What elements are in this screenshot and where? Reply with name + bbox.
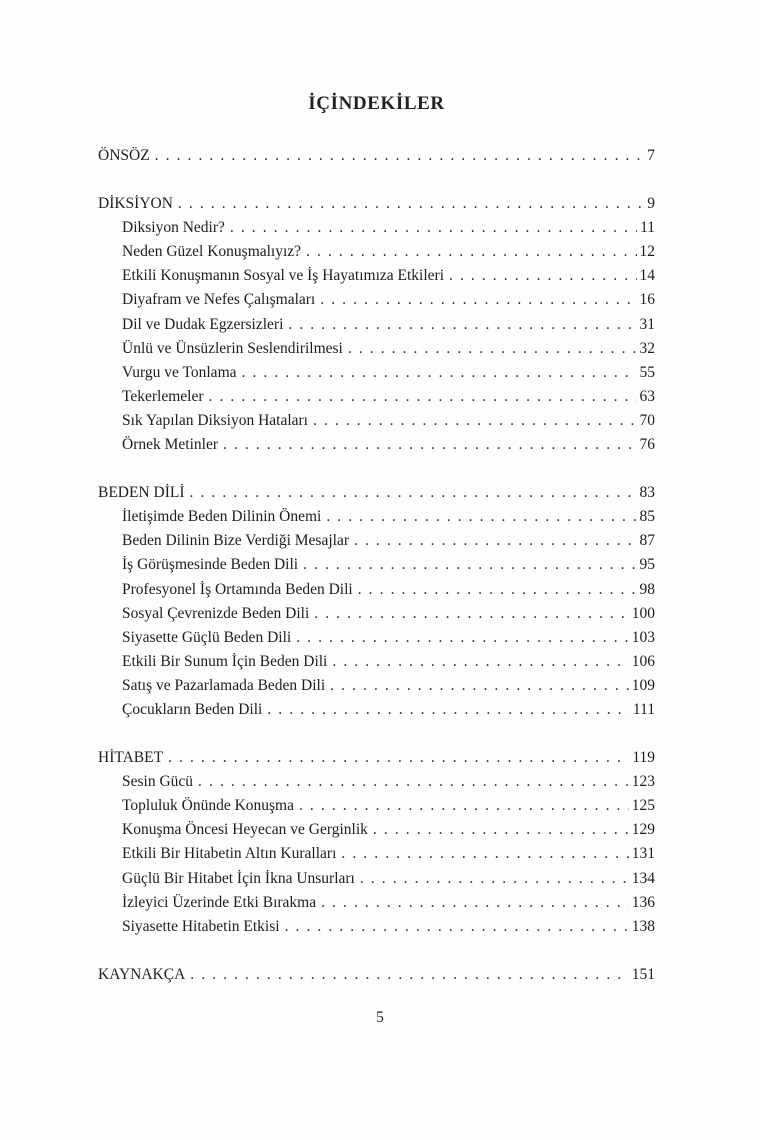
toc-entry-page-number: 95 (639, 556, 655, 574)
toc-entry (98, 867, 655, 891)
dot-leader (218, 433, 637, 457)
toc-entry-label: Örnek Metinler (122, 436, 218, 454)
dot-leader (225, 216, 637, 240)
toc-entry-page-number: 106 (631, 652, 655, 670)
toc-entry (98, 578, 655, 602)
toc-entry (98, 385, 655, 409)
toc-entry-page-number: 125 (631, 797, 655, 815)
toc-section (98, 192, 655, 457)
dot-leader (185, 481, 637, 505)
dot-leader (316, 891, 629, 915)
toc-entry-label: Beden Dilinin Bize Verdiği Mesajlar (122, 532, 349, 550)
toc-entry (98, 529, 655, 553)
toc-section-heading (98, 963, 655, 987)
dot-leader (283, 313, 636, 337)
toc-entry-page-number: 98 (639, 580, 655, 598)
toc-section-heading-label: ÖNSÖZ (98, 147, 150, 164)
toc-entry-label: Güçlü Bir Hitabet İçin İkna Unsurları (122, 869, 355, 887)
toc-entry-label: Etkili Bir Hitabetin Altın Kuralları (122, 845, 337, 863)
toc-entry (98, 409, 655, 433)
footer-page-number: 5 (376, 1009, 384, 1026)
toc-entry-label: Konuşma Öncesi Heyecan ve Gerginlik (122, 821, 368, 839)
toc-entry-label: Satış ve Pazarlamada Beden Dili (122, 676, 326, 694)
toc-entry-label: İş Görüşmesinde Beden Dili (122, 556, 299, 574)
toc-entry-page-number: 14 (639, 267, 655, 285)
dot-leader (298, 553, 636, 577)
dot-leader (336, 842, 628, 866)
toc-entry-label: Çocukların Beden Dili (122, 700, 263, 718)
toc-entry-page-number: 16 (639, 291, 655, 309)
toc-section-heading (98, 192, 655, 216)
toc-entry (98, 891, 655, 915)
toc-section-heading-label: HİTABET (98, 749, 164, 767)
toc-entry (98, 361, 655, 385)
toc-entry-label: Vurgu ve Tonlama (122, 363, 237, 381)
toc-entry-label: İletişimde Beden Dilinin Önemi (122, 508, 322, 526)
toc-entry-page-number: 129 (631, 821, 655, 839)
toc-section-heading-label: DİKSİYON (98, 195, 173, 213)
toc-entry (98, 264, 655, 288)
toc-entry-page-number: 85 (639, 508, 655, 526)
toc-entry-label: Diksiyon Nedir? (122, 219, 225, 237)
dot-leader (262, 698, 630, 722)
toc-section-heading (98, 144, 655, 168)
dot-leader (294, 794, 629, 818)
toc-entry-page-number: 103 (631, 628, 655, 646)
toc-entry-label: Topluluk Önünde Konuşma (122, 797, 294, 815)
page-title: İÇİNDEKİLER (308, 93, 445, 114)
toc-entry-label: Sesin Gücü (122, 773, 194, 791)
dot-leader (315, 288, 636, 312)
toc-section (98, 746, 655, 939)
toc-entry (98, 553, 655, 577)
toc-section-heading (98, 481, 655, 505)
toc-entry (98, 288, 655, 312)
toc-section-heading-page-number: 119 (632, 749, 655, 767)
toc-entry-label: Siyasette Hitabetin Etkisi (122, 917, 280, 935)
toc-entry-page-number: 111 (632, 700, 655, 718)
dot-leader (343, 337, 637, 361)
toc-entry-page-number: 32 (639, 339, 655, 357)
toc-entry (98, 915, 655, 939)
dot-leader (204, 385, 637, 409)
toc-entry-page-number: 100 (631, 604, 655, 622)
toc-entry-label: Tekerlemeler (122, 387, 204, 405)
dot-leader (368, 818, 629, 842)
dot-leader (353, 578, 637, 602)
toc-entry-label: İzleyici Üzerinde Etki Bırakma (122, 893, 317, 911)
toc-entry-label: Sosyal Çevrenizde Beden Dili (122, 604, 310, 622)
toc-entry-page-number: 138 (631, 917, 655, 935)
toc-entry-label: Etkili Konuşmanın Sosyal ve İş Hayatımıza Etkileri (122, 267, 444, 285)
toc-entry-page-number: 134 (631, 869, 655, 887)
dot-leader (321, 505, 636, 529)
toc-section-heading-page-number: 9 (647, 195, 655, 213)
toc-entry (98, 698, 655, 722)
toc-entry-page-number: 31 (639, 315, 655, 333)
toc-entry-label: Etkili Bir Sunum İçin Beden Dili (122, 652, 328, 670)
dot-leader (325, 674, 629, 698)
toc-section-heading (98, 746, 655, 770)
dot-leader (349, 529, 637, 553)
toc-entry (98, 313, 655, 337)
dot-leader (280, 915, 629, 939)
toc-entry-page-number: 87 (639, 532, 655, 550)
dot-leader (301, 240, 636, 264)
dot-leader (291, 626, 629, 650)
dot-leader (237, 361, 637, 385)
toc-content (98, 0, 655, 987)
toc-section (98, 963, 655, 987)
dot-leader (150, 144, 645, 168)
toc-entry (98, 602, 655, 626)
toc-section (98, 481, 655, 722)
toc-section-heading-page-number: 151 (631, 965, 655, 983)
toc-section-heading-label: BEDEN DİLİ (98, 484, 185, 502)
dot-leader (355, 867, 629, 891)
toc-entry-page-number: 136 (631, 893, 655, 911)
toc-section-heading-page-number: 7 (647, 147, 655, 164)
toc-entry (98, 770, 655, 794)
toc-entry (98, 626, 655, 650)
dot-leader (193, 770, 629, 794)
dot-leader (308, 409, 637, 433)
toc-entry (98, 433, 655, 457)
toc-entry-page-number: 63 (639, 387, 655, 405)
toc-entry-label: Dil ve Dudak Egzersizleri (122, 315, 284, 333)
toc-section-heading-label: KAYNAKÇA (98, 965, 186, 983)
dot-leader (173, 192, 644, 216)
dot-leader (185, 963, 628, 987)
toc-entry-page-number: 131 (631, 845, 655, 863)
toc-entry-label: Profesyonel İş Ortamında Beden Dili (122, 580, 353, 598)
toc-entry-label: Neden Güzel Konuşmalıyız? (122, 243, 302, 261)
toc-entry (98, 337, 655, 361)
toc-section (98, 144, 655, 168)
toc-entry-label: Diyafram ve Nefes Çalışmaları (122, 291, 316, 309)
toc-section-heading-page-number: 83 (639, 484, 655, 502)
toc-entry-page-number: 11 (640, 219, 655, 237)
toc-entry-page-number: 123 (631, 773, 655, 791)
toc-entry-label: Ünlü ve Ünsüzlerin Seslendirilmesi (122, 339, 343, 357)
dot-leader (444, 264, 637, 288)
toc-entry-label: Sık Yapılan Diksiyon Hataları (122, 411, 308, 429)
toc-entry-page-number: 55 (639, 363, 655, 381)
toc-entry-page-number: 70 (639, 411, 655, 429)
toc-entry (98, 505, 655, 529)
toc-entry-label: Siyasette Güçlü Beden Dili (122, 628, 292, 646)
toc-entry (98, 240, 655, 264)
toc-entry (98, 842, 655, 866)
toc-entry (98, 818, 655, 842)
toc-entry (98, 794, 655, 818)
toc-entry-page-number: 109 (631, 676, 655, 694)
toc-entry-page-number: 76 (639, 436, 655, 454)
toc-entry (98, 650, 655, 674)
dot-leader (327, 650, 628, 674)
toc-entry (98, 674, 655, 698)
toc-list (98, 144, 655, 987)
toc-entry-page-number: 12 (639, 243, 655, 261)
dot-leader (163, 746, 629, 770)
toc-entry (98, 216, 655, 240)
dot-leader (309, 602, 629, 626)
